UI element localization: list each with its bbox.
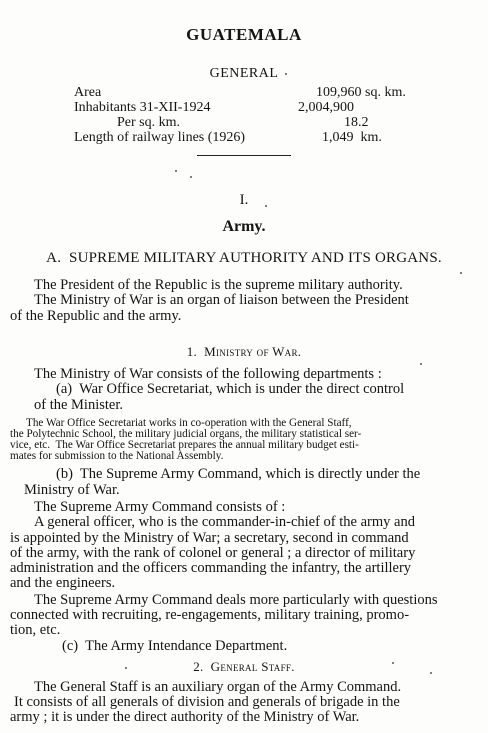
note-line: The War Office Secretariat works in co-operation with the General Staff, (26, 417, 352, 429)
section-a-p2-line1: The Ministry of War is an organ of liaison between the President (34, 292, 409, 308)
divider-rule (197, 155, 291, 156)
section-a-heading: A. SUPREME MILITARY AUTHORITY AND ITS ORGANS. (46, 250, 442, 266)
stat-value-inhabitants: 2,004,900 (298, 100, 354, 115)
command-line: of the army, with the rank of colonel or general ; a director of military (10, 545, 416, 561)
staff-line: The General Staff is an auxiliary organ of the Army Command. (34, 679, 402, 695)
note-line: vice, etc. The War Office Secretariat prepares the annual military budget esti- (10, 439, 359, 451)
scan-speck (125, 667, 127, 669)
command-line: A general officer, who is the commander-in-chief of the army and (34, 514, 415, 530)
stat-label-area: Area (74, 85, 102, 100)
scan-speck (175, 170, 177, 172)
stat-label-railway: Length of railway lines (1926) (74, 130, 246, 145)
stat-value-railway: 1,049 km. (322, 130, 382, 145)
scan-speck (285, 73, 287, 75)
command-line: administration and the officers commanding the infantry, the artillery (10, 560, 412, 576)
dept-a-line1: (a) War Office Secretariat, which is under the direct control (56, 381, 405, 397)
staff-line: It consists of all generals of division and generals of brigade in the (14, 694, 400, 710)
part-title: Army. (222, 218, 266, 235)
dept-b-line2: Ministry of War. (24, 482, 120, 498)
scan-speck (265, 205, 267, 207)
dept-b-line1: (b) The Supreme Army Command, which is directly under the (56, 466, 421, 482)
dept-a-line2: of the Minister. (34, 397, 124, 413)
stat-value-area: 109,960 sq. km. (316, 85, 406, 100)
scan-speck (392, 662, 394, 664)
duties-line: connected with recruiting, re-engagements, military training, promo- (10, 607, 410, 623)
duties-line: The Supreme Army Command deals more particularly with questions (34, 592, 438, 608)
note-line: the Polytechnic School, the military judicial organs, the military statistical ser- (10, 428, 362, 440)
command-line: is appointed by the Ministry of War; a secretary, second in command (10, 530, 409, 546)
ministry-intro: The Ministry of War consists of the following departments : (34, 366, 382, 382)
country-title: GUATEMALA (186, 25, 302, 44)
scan-speck (430, 672, 432, 674)
staff-heading: 2. General Staff. (193, 659, 295, 674)
command-line: and the engineers. (10, 575, 116, 591)
command-intro: The Supreme Army Command consists of : (34, 499, 286, 515)
general-heading: GENERAL (209, 66, 279, 81)
stat-label-inhabitants: Inhabitants 31-XII-1924 (74, 100, 211, 115)
section-a-p2-line2: of the Republic and the army. (10, 308, 182, 324)
ministry-heading: 1. Ministry of War. (186, 344, 302, 359)
duties-line: tion, etc. (10, 622, 61, 638)
stat-label-density: Per sq. km. (117, 115, 180, 130)
section-a-p1: The President of the Republic is the supreme military authority. (34, 277, 403, 293)
scan-speck (190, 176, 192, 178)
part-numeral: I. (239, 192, 249, 208)
staff-line: army ; it is under the direct authority of the Ministry of War. (10, 709, 360, 725)
scan-speck (420, 363, 422, 365)
dept-c-line: (c) The Army Intendance Department. (62, 638, 288, 654)
scan-speck (460, 272, 462, 274)
note-line: mates for submission to the National Assembly. (10, 450, 224, 462)
stat-value-density: 18.2 (344, 115, 369, 130)
